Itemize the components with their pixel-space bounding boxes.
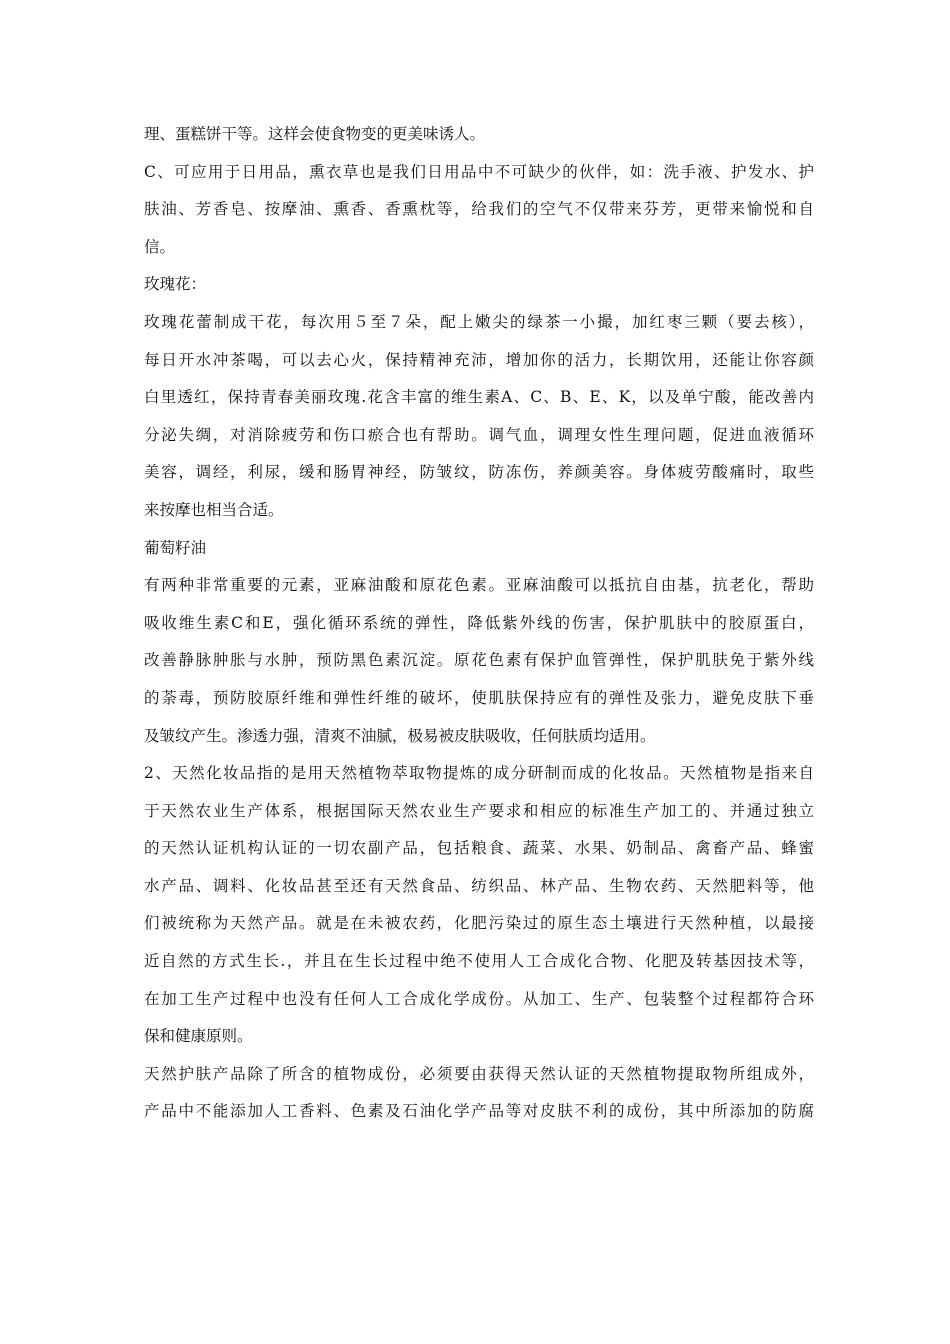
text-line: 保和健康原则。 [144, 1027, 253, 1046]
text-line: 美容，调经，利尿，缓和肠胃神经，防皱纹，防冻伤，养颜美容。身体疲劳酸痛时，取些 [144, 463, 814, 482]
text-line: 肤油、芳香皂、按摩油、熏香、香熏枕等，给我们的空气不仅带来芬芳，更带来愉悦和自 [144, 200, 814, 219]
text-line: 来按摩也相当合适。 [144, 500, 284, 519]
text-line: 的天然认证机构认证的一切农副产品，包括粮食、蔬菜、水果、奶制品、禽畜产品、蜂蜜 [144, 839, 814, 858]
document-body [144, 116, 814, 1131]
text-line: 于天然农业生产体系，根据国际天然农业生产要求和相应的标准生产加工的、并通过独立 [144, 801, 814, 820]
text-line: 2、天然化妆品指的是用天然植物萃取物提炼的成分研制而成的化妆品。天然植物是指来自 [144, 764, 814, 783]
text-line: 玫瑰花蕾制成干花，每次用５至７朵，配上嫩尖的绿茶一小撮，加红枣三颗（要去核）， [144, 312, 814, 331]
text-line: 理、蛋糕饼干等。这样会使食物变的更美味诱人。 [144, 125, 486, 143]
text-line: 改善静脉肿胀与水肿，预防黑色素沉淀。原花色素有保护血管弹性，保护肌肤免于紫外线 [144, 651, 814, 670]
text-line: 近自然的方式生长.，并且在生长过程中绝不使用人工合成化合物、化肥及转基因技术等， [144, 952, 814, 971]
text-line: 天然护肤产品除了所含的植物成份，必须要由获得天然认证的天然植物提取物所组成外， [144, 1064, 814, 1083]
text-line: C、可应用于日用品，熏衣草也是我们日用品中不可缺少的伙伴，如：洗手液、护发水、护 [144, 162, 814, 181]
text-line: 产品中不能添加人工香料、色素及石油化学产品等对皮肤不利的成份，其中所添加的防腐 [144, 1102, 814, 1121]
text-line: 有两种非常重要的元素，亚麻油酸和原花色素。亚麻油酸可以抵抗自由基，抗老化，帮助 [144, 576, 814, 595]
section-heading: 葡萄籽油 [144, 538, 207, 557]
text-line: 吸收维生素C和E，强化循环系统的弹性，降低紫外线的伤害，保护肌肤中的胶原蛋白， [144, 613, 814, 632]
text-line: 分泌失绸，对消除疲劳和伤口瘀合也有帮助。调气血，调理女性生理问题，促进血液循环 [144, 425, 814, 444]
text-line: 信。 [144, 237, 176, 256]
text-line: 及皱纹产生。渗透力强，清爽不油腻，极易被皮肤吸收，任何肤质均适用。 [144, 726, 656, 745]
text-line: 水产品、调料、化妆品甚至还有天然食品、纺织品、林产品、生物农药、天然肥料等，他 [144, 876, 814, 895]
text-line: 白里透红，保持青春美丽玫瑰.花含丰富的维生素A、C、B、E、K，以及单宁酸，能改善内 [144, 388, 814, 407]
text-line: 每日开水冲茶喝，可以去心火，保持精神充沛，增加你的活力，长期饮用，还能让你容颜 [144, 350, 814, 369]
section-heading: 玫瑰花： [144, 275, 207, 294]
text-line: 在加工生产过程中也没有任何人工合成化学成份。从加工、生产、包装整个过程都符合环 [144, 989, 814, 1008]
text-line: 的荼毒，预防胶原纤维和弹性纤维的破坏，使肌肤保持应有的弹性及张力，避免皮肤下垂 [144, 688, 814, 707]
text-line: 们被统称为天然产品。就是在未被农药，化肥污染过的原生态土壤进行天然种植，以最接 [144, 914, 814, 933]
